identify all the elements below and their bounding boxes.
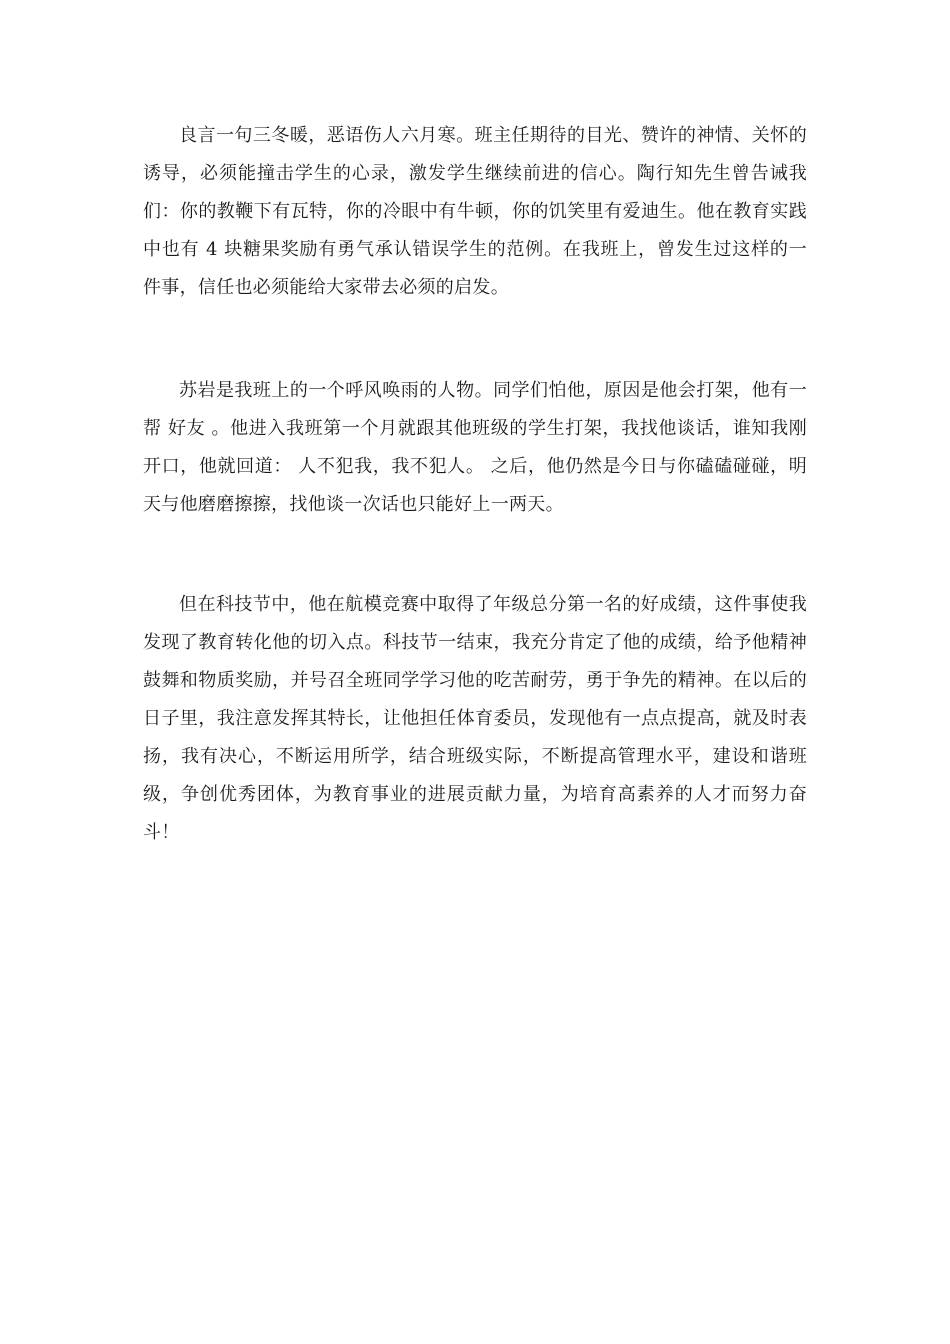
paragraph-3: 但在科技节中，他在航模竞赛中取得了年级总分第一名的好成绩，这件事使我发现了教育转化他的切入点。科技节一结束，我充分肯定了他的成绩，给予他精神鼓舞和物质奖励，并号召全班同学学习他的吃苦耐劳，勇于争先的精神。在以后的日子里，我注意发挥其特长，让他担任体育委员，发现他有一点点提高，就及时表扬，我有决心，不断运用所学，结合班级实际，不断提高管理水平，建设和谐班级，争创优秀团体，为教育事业的进展贡献力量，为培育高素养的人才而努力奋斗！	[143, 594, 807, 843]
paragraph-1: 良言一句三冬暖，恶语伤人六月寒。班主任期待的目光、赞许的神情、关怀的诱导，必须能撞击学生的心录，激发学生继续前进的信心。陶行知先生曾告诫我们：你的教鞭下有瓦特，你的冷眼中有牛顿，你的饥笑里有爱迪生。他在教育实践中也有 4 块糖果奖励有勇气承认错误学生的范例。在我班上，曾发生过这样的一件事，信任也必须能给大家带去必须的启发。	[143, 125, 807, 298]
paragraph-2: 苏岩是我班上的一个呼风唤雨的人物。同学们怕他，原因是他会打架，他有一帮 好友 。他进入我班第一个月就跟其他班级的学生打架，我找他谈话，谁知我刚开口，他就回道： 人不犯我，我不犯人。 之后，他仍然是今日与你磕磕碰碰，明天与他磨磨擦擦，找他谈一次话也只能好上一两天。	[143, 380, 807, 515]
